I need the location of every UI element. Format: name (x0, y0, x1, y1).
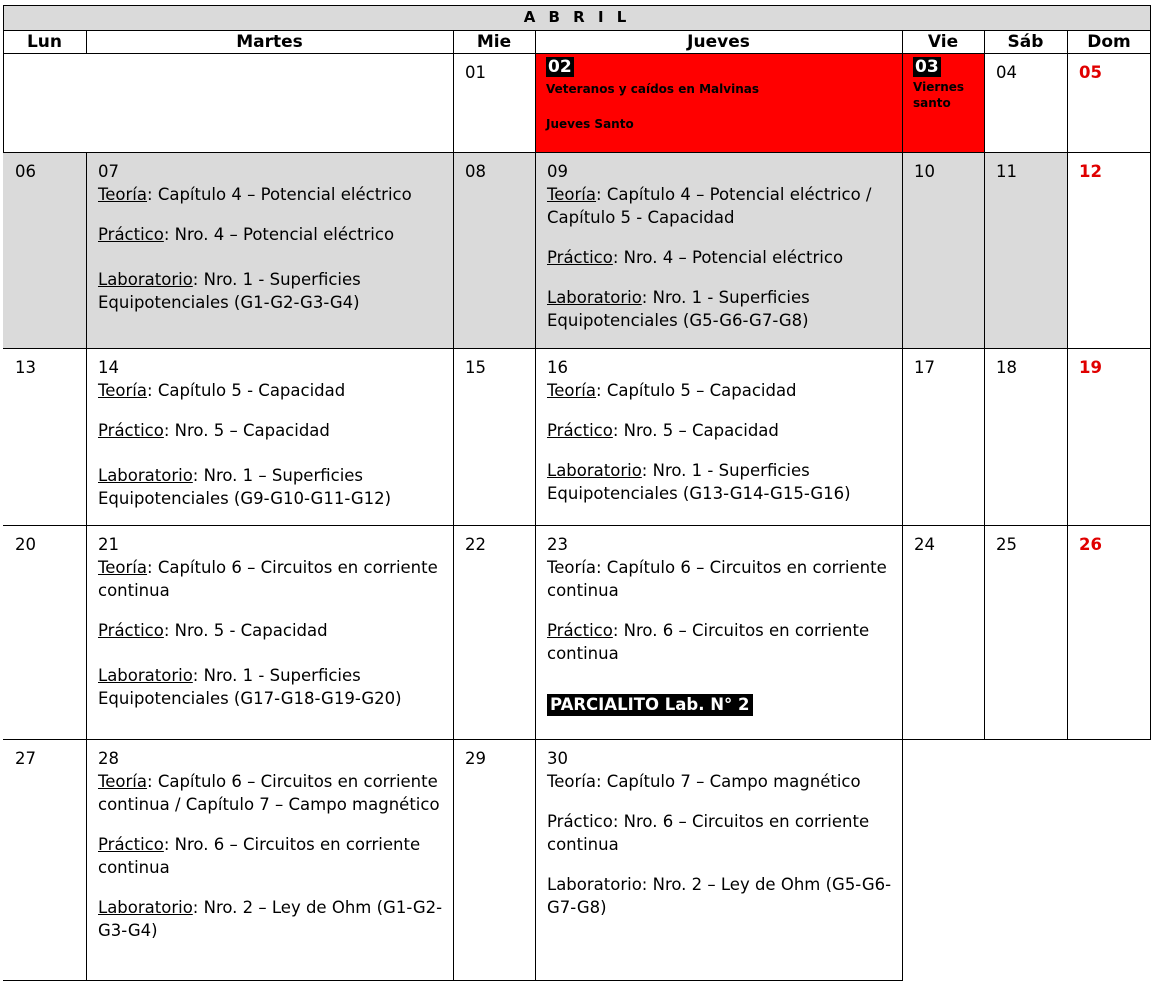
holiday-jueves-santo: Jueves Santo (546, 117, 634, 131)
day-number: 20 (15, 535, 36, 554)
practico-entry: Práctico: Nro. 6 – Circuitos en corriente continua (547, 621, 870, 663)
day-header-fri: Vie (927, 32, 959, 52)
day-number: 07 (98, 162, 119, 181)
practico-entry: Práctico: Nro. 6 – Circuitos en corriente continua (547, 812, 870, 854)
day-cell-08 (453, 152, 535, 183)
teoria-entry: Teoría: Capítulo 4 – Potencial eléctrico / Capítulo 5 - Capacidad (547, 185, 872, 227)
day-number: 17 (914, 358, 935, 377)
day-cell-18 (984, 348, 1067, 379)
day-number: 25 (996, 535, 1017, 554)
day-number: 09 (547, 162, 568, 181)
practico-entry: Práctico: Nro. 4 – Potencial eléctrico (98, 225, 395, 244)
laboratorio-entry: Laboratorio: Nro. 1 - Superficies Equipotenciales (G1-G2-G3-G4) (98, 270, 361, 312)
day-number: 05 (1079, 63, 1102, 82)
teoria-entry: Teoría: Capítulo 5 - Capacidad (98, 381, 346, 400)
day-number: 19 (1079, 358, 1102, 377)
day-header-thu: Jueves (687, 32, 750, 52)
day-number: 03 (915, 57, 939, 77)
laboratorio-entry: Laboratorio: Nro. 2 – Ley de Ohm (G1-G2-G3-G4) (98, 898, 443, 940)
day-cell-05 (1067, 53, 1151, 84)
day-number: 23 (547, 535, 568, 554)
day-cell-12 (1067, 152, 1151, 183)
teoria-entry: Teoría: Capítulo 6 – Circuitos en corriente continua (98, 558, 438, 600)
day-cell-06 (3, 152, 86, 183)
holiday-viernes-santo: Viernes santo (913, 80, 965, 110)
day-number: 04 (996, 63, 1017, 82)
day-cell-30 (535, 739, 902, 936)
practico-entry: Práctico: Nro. 5 – Capacidad (98, 421, 330, 440)
day-cell-14 (86, 348, 453, 527)
day-number: 10 (914, 162, 935, 181)
day-cell-09 (535, 152, 902, 349)
day-cell-04 (984, 53, 1067, 84)
day-number: 15 (465, 358, 486, 377)
day-cell-16 (535, 348, 902, 522)
day-number: 26 (1079, 535, 1102, 554)
day-cell-10 (902, 152, 984, 183)
day-number: 12 (1079, 162, 1102, 181)
day-number: 29 (465, 749, 486, 768)
day-header-mon: Lun (26, 32, 63, 52)
day-number: 16 (547, 358, 568, 377)
day-number: 21 (98, 535, 119, 554)
laboratorio-entry: Laboratorio: Nro. 2 – Ley de Ohm (G5-G6-G7-G8) (547, 875, 892, 917)
laboratorio-entry: Laboratorio: Nro. 1 – Superficies Equipotenciales (G9-G10-G11-G12) (98, 466, 392, 508)
day-number: 18 (996, 358, 1017, 377)
day-cell-20 (3, 525, 86, 556)
day-cell-22 (453, 525, 535, 556)
day-header-sat: Sáb (1007, 32, 1044, 52)
teoria-entry: Teoría: Capítulo 5 – Capacidad (547, 381, 797, 400)
practico-entry: Práctico: Nro. 4 – Potencial eléctrico (547, 248, 844, 267)
day-number: 08 (465, 162, 486, 181)
day-cell-07 (86, 152, 453, 331)
laboratorio-entry: Laboratorio: Nro. 1 - Superficies Equipotenciales (G17-G18-G19-G20) (98, 666, 402, 708)
teoria-entry: Teoría: Capítulo 6 – Circuitos en corriente continua (547, 558, 887, 600)
day-cell-29 (453, 739, 535, 770)
day-number: 11 (996, 162, 1017, 181)
teoria-entry: Teoría: Capítulo 7 – Campo magnético (547, 772, 861, 791)
day-cell-01 (453, 53, 535, 152)
day-cell-26 (1067, 525, 1151, 556)
day-number: 28 (98, 749, 119, 768)
teoria-entry: Teoría: Capítulo 6 – Circuitos en corriente continua / Capítulo 7 – Campo magnético (98, 772, 440, 814)
practico-entry: Práctico: Nro. 5 - Capacidad (98, 621, 328, 640)
day-cell-03 (903, 53, 984, 152)
day-header-sun: Dom (1087, 32, 1131, 52)
day-cell-13 (3, 348, 86, 379)
day-cell-02 (536, 53, 902, 152)
day-number: 14 (98, 358, 119, 377)
day-cell-23 (535, 525, 902, 716)
day-cell-15 (453, 348, 535, 379)
day-cell-19 (1067, 348, 1151, 379)
day-number: 01 (465, 63, 486, 82)
practico-entry: Práctico: Nro. 5 – Capacidad (547, 421, 779, 440)
day-number: 06 (15, 162, 36, 181)
day-header-tue: Martes (236, 32, 303, 52)
teoria-entry: Teoría: Capítulo 4 – Potencial eléctrico (98, 185, 412, 204)
day-cell-17 (902, 348, 984, 379)
month-title: A B R I L (523, 8, 631, 26)
day-cell-11 (984, 152, 1067, 183)
day-cell-28 (86, 739, 453, 959)
day-header-wed: Mie (476, 32, 512, 52)
parcialito-badge: PARCIALITO Lab. N° 2 (547, 694, 753, 716)
day-number: 30 (547, 749, 568, 768)
day-cell-24 (902, 525, 984, 556)
practico-entry: Práctico: Nro. 6 – Circuitos en corriente continua (98, 835, 421, 877)
day-number: 24 (914, 535, 935, 554)
day-number: 27 (15, 749, 36, 768)
day-cell-25 (984, 525, 1067, 556)
day-number: 02 (548, 57, 572, 77)
day-cell-27 (3, 739, 86, 770)
day-number: 13 (15, 358, 36, 377)
laboratorio-entry: Laboratorio: Nro. 1 - Superficies Equipotenciales (G13-G14-G15-G16) (547, 461, 851, 503)
laboratorio-entry: Laboratorio: Nro. 1 - Superficies Equipotenciales (G5-G6-G7-G8) (547, 288, 810, 330)
holiday-malvinas: Veteranos y caídos en Malvinas (546, 82, 759, 96)
day-number: 22 (465, 535, 486, 554)
day-cell-21 (86, 525, 453, 727)
